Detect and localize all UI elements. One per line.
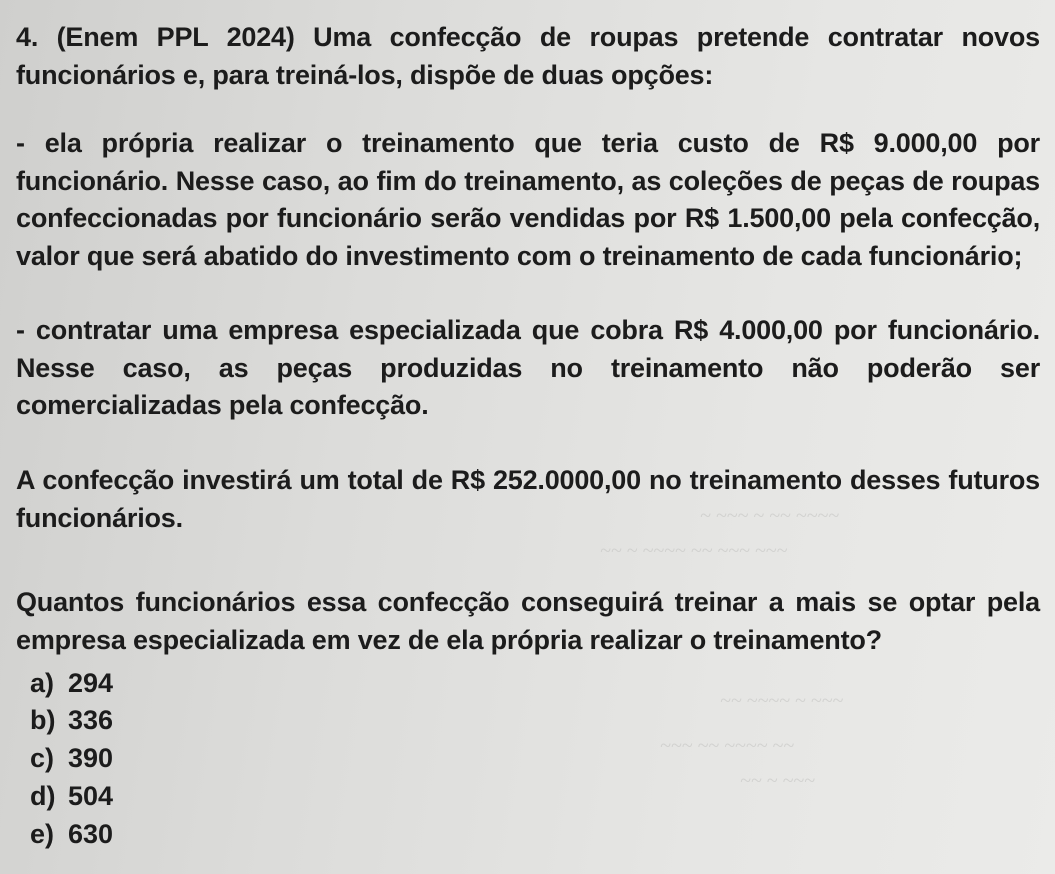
answer-option-c[interactable] [30,741,113,775]
option-specialized-company: - contratar uma empresa especializada que cobra R$ 4.000,00 por funcionário. Nesse caso, as peças produzidas no treinamento não poderão ser comercializadas pela confecção. [16,315,1040,420]
question-number: 4. [16,22,39,52]
investment-statement: A confecção investirá um total de R$ 252.0000,00 no treinamento desses futuros funcionários. [16,465,1040,533]
answer-option-e[interactable] [30,817,113,851]
answer-option-b[interactable] [30,703,113,737]
answer-value: 294 [68,668,114,698]
answer-letter: c) [30,743,55,773]
show-through-marks: ~~~ ~~ ~~~~ ~~ [660,735,795,757]
question-source: (Enem PPL 2024) [56,22,295,52]
show-through-marks: ~~ ~ ~~~ [740,770,815,792]
answer-value: 336 [68,705,114,735]
show-through-marks: ~~ ~~~~ ~ ~~~ [720,690,844,712]
answer-letter: d) [30,781,56,811]
answer-letter: e) [30,819,55,849]
answer-value: 390 [68,743,114,773]
show-through-marks: ~~ ~ ~~~~ ~~ ~~~ ~~~ [600,540,788,562]
question-intro-text: Uma confecção de roupas pretende contratar novos funcionários e, para treiná-los, dispõe de duas opções: [16,22,1040,90]
question-prompt: Quantos funcionários essa confecção conseguirá treinar a mais se optar pela empresa especializada em vez de ela própria realizar o treinamento? [16,587,1040,655]
answer-letter: a) [30,668,55,698]
option-own-training: - ela própria realizar o treinamento que teria custo de R$ 9.000,00 por funcionário. Nesse caso, ao fim do treinamento, as coleções de peças de roupas confeccionadas por funcionário serão vendidas por R$ 1.500,00 pela confecção, valor que será abatido do investimento com o treinamento de cada funcionário; [16,128,1040,271]
answer-option-a[interactable] [30,666,113,700]
show-through-marks: ~ ~~~ ~ ~~ ~~~~ [700,505,840,527]
answer-value: 630 [68,819,114,849]
answer-letter: b) [30,705,56,735]
question-intro [16,19,1040,94]
answer-option-d[interactable] [30,779,113,813]
answer-value: 504 [68,781,114,811]
